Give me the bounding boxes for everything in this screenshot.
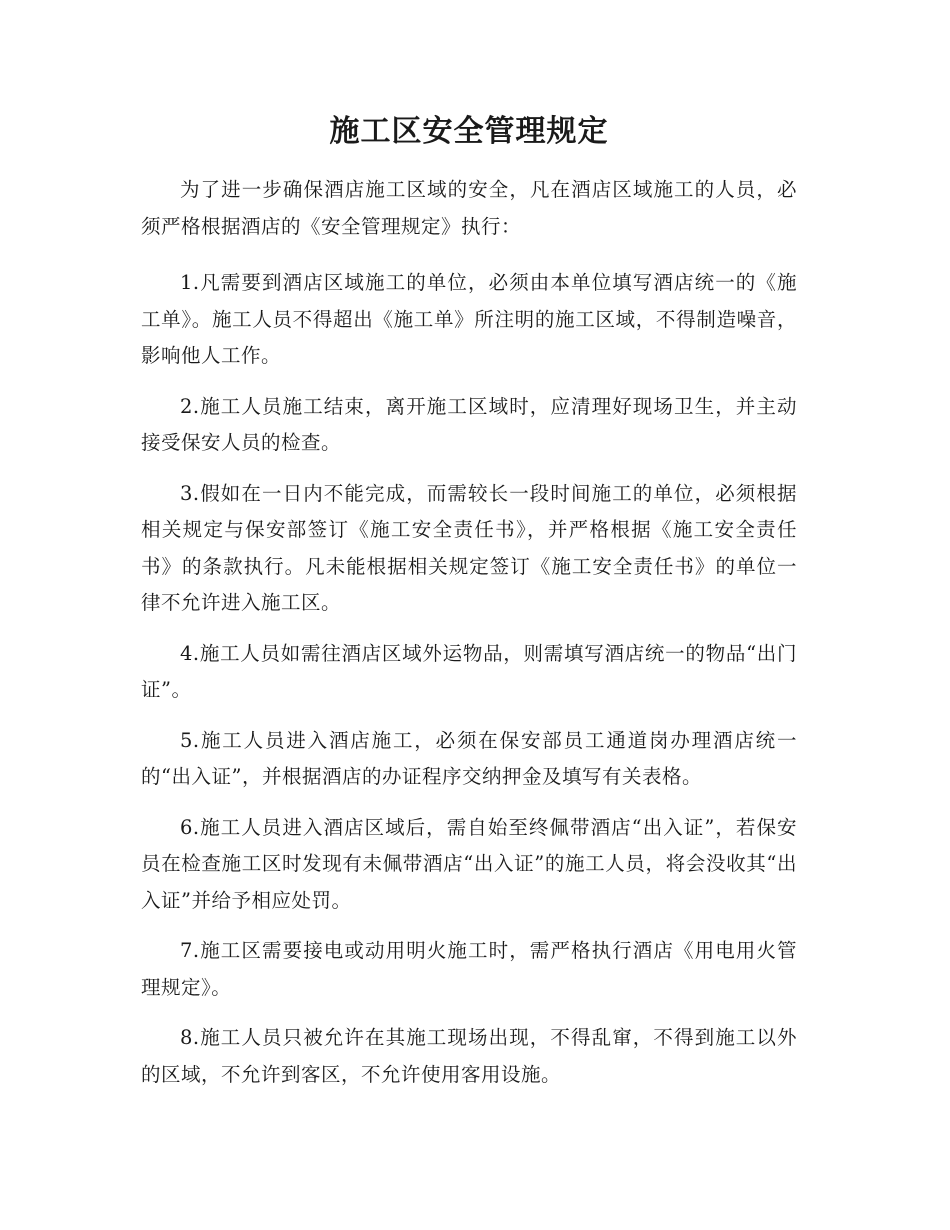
clause-8: 8.施工人员只被允许在其施工现场出现，不得乱窜，不得到施工以外的区域，不允许到客区，不允许使用客用设施。 [141, 1026, 797, 1086]
clause-7: 7.施工区需要接电或动用明火施工时，需严格执行酒店《用电用火管理规定》。 [141, 939, 797, 999]
document-page [141, 104, 797, 1107]
intro-paragraph: 为了进一步确保酒店施工区域的安全，凡在酒店区域施工的人员，必须严格根据酒店的《安全管理规定》执行： [141, 178, 797, 238]
clause-5: 5.施工人员进入酒店施工，必须在保安部员工通道岗办理酒店统一的“出入证”，并根据酒店的办证程序交纳押金及填写有关表格。 [141, 728, 797, 788]
clause-2: 2.施工人员施工结束，离开施工区域时，应清理好现场卫生，并主动接受保安人员的检查。 [141, 394, 797, 454]
clause-3: 3.假如在一日内不能完成，而需较长一段时间施工的单位，必须根据相关规定与保安部签订《施工安全责任书》，并严格根据《施工安全责任书》的条款执行。凡未能根据相关规定签订《施工安全责任书》的单位一律不允许进入施工区。 [141, 481, 797, 614]
clause-4: 4.施工人员如需往酒店区域外运物品，则需填写酒店统一的物品“出门证”。 [141, 641, 797, 701]
clause-6: 6.施工人员进入酒店区域后，需自始至终佩带酒店“出入证”，若保安员在检查施工区时发现有未佩带酒店“出入证”的施工人员，将会没收其“出入证”并给予相应处罚。 [141, 815, 797, 912]
document-title: 施工区安全管理规定 [329, 114, 609, 149]
clause-1: 1.凡需要到酒店区域施工的单位，必须由本单位填写酒店统一的《施工单》。施工人员不得超出《施工单》所注明的施工区域，不得制造噪音，影响他人工作。 [141, 271, 797, 367]
